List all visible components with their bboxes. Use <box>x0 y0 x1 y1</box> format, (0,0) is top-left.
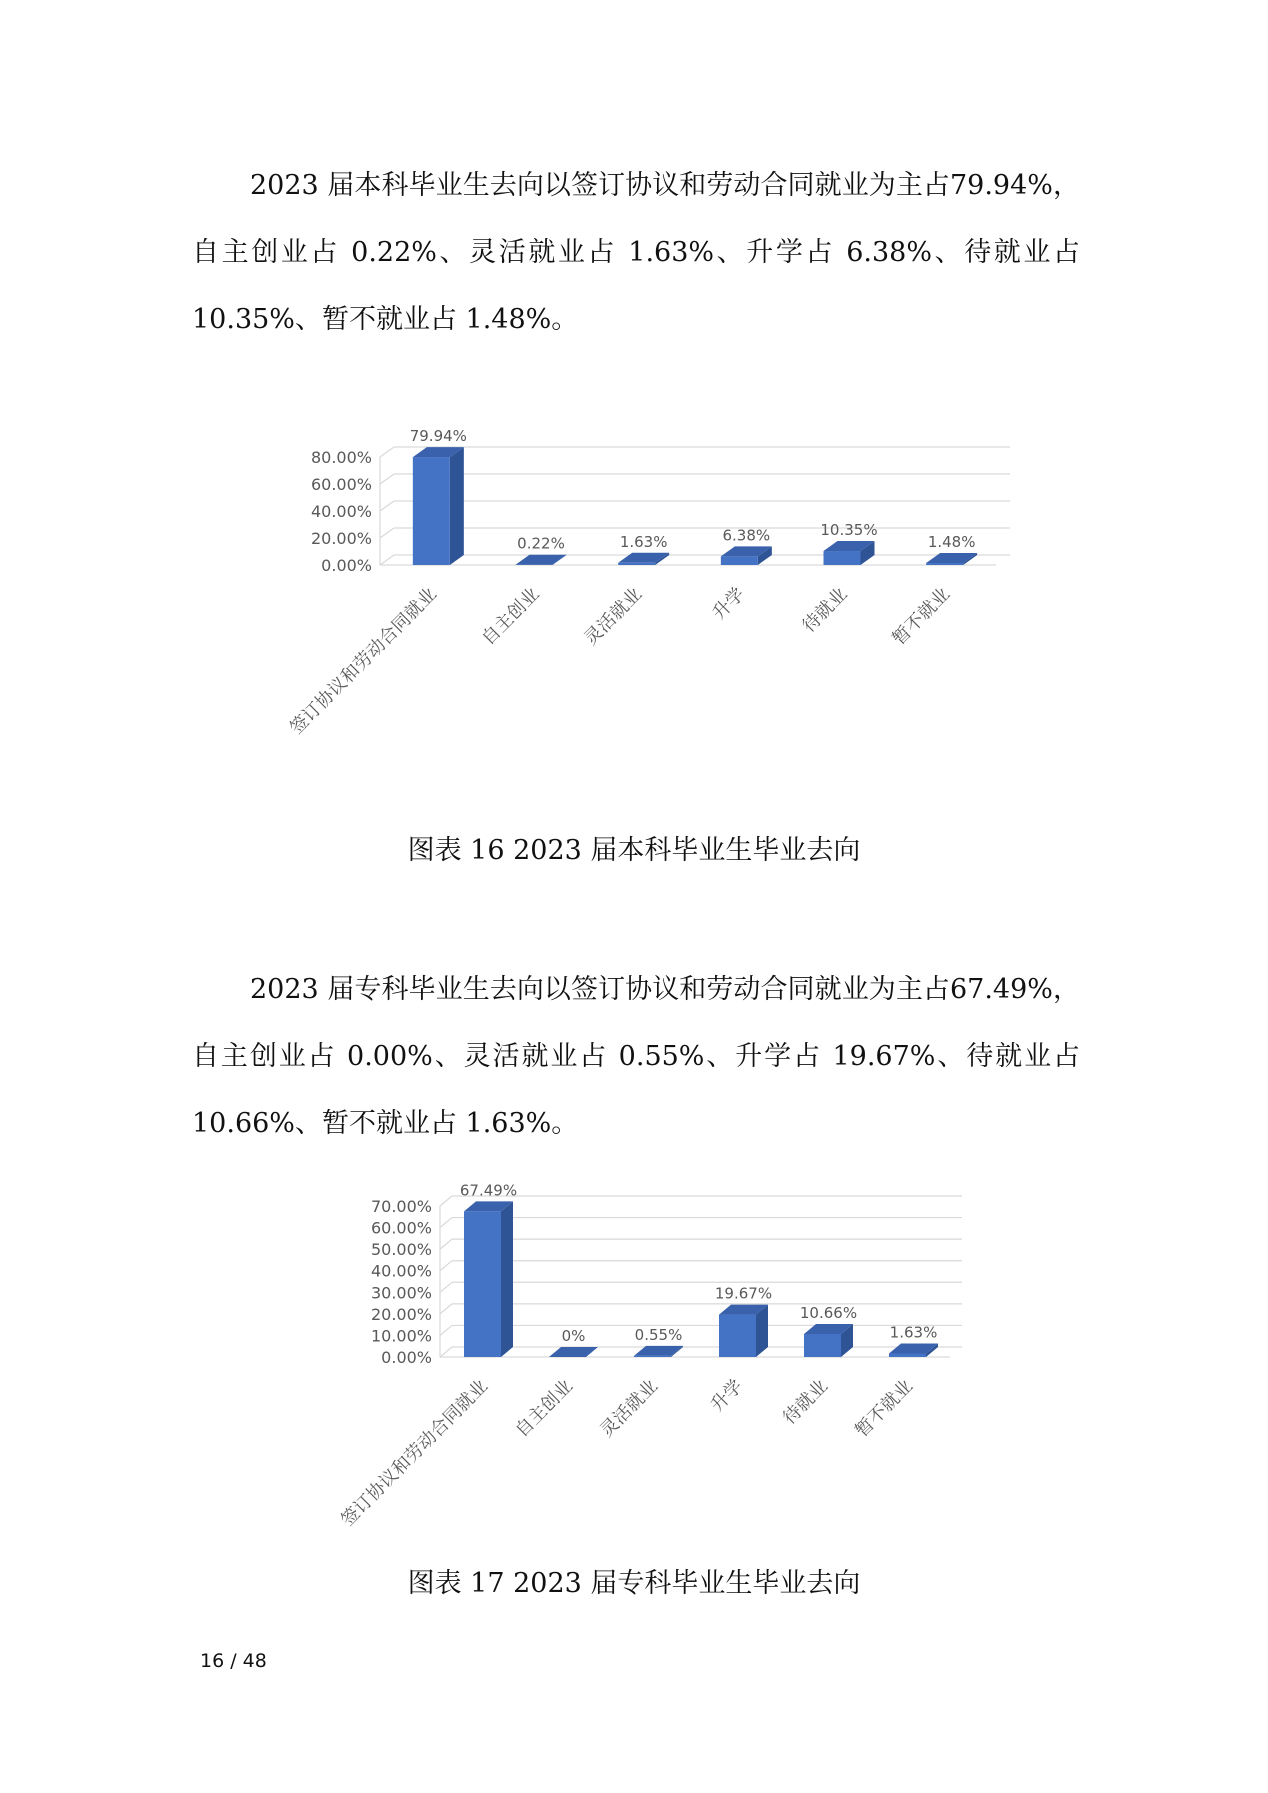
page-number: 16 / 48 <box>200 1650 267 1672</box>
chart1-data-label: 1.63% <box>619 532 668 551</box>
chart2-gridline-depth <box>440 1239 452 1249</box>
chart2-ytick-label: 20.00% <box>370 1304 432 1324</box>
chart2-data-label: 19.67% <box>714 1284 773 1303</box>
chart2-ytick-label: 10.00% <box>370 1326 432 1346</box>
chart2-bar-top <box>549 1347 598 1357</box>
chart2-gridline-depth <box>440 1325 452 1335</box>
chart2-ytick-label: 30.00% <box>370 1283 432 1303</box>
chart2-gridline-depth <box>440 1282 452 1292</box>
chart1-category-label: 灵活就业 <box>580 583 647 650</box>
chart2-data-label: 0.55% <box>634 1325 683 1344</box>
chart1-category-label: 自主创业 <box>477 583 544 650</box>
chart1-ytick-label: 80.00% <box>310 448 372 467</box>
chart2-bar <box>634 1356 671 1357</box>
chart2-bar-side <box>501 1201 513 1357</box>
chart1-ytick-label: 40.00% <box>310 502 372 521</box>
chart2-bar <box>464 1211 501 1357</box>
chart1-category-label: 升学 <box>708 583 749 624</box>
chart2-category-label: 灵活就业 <box>596 1375 663 1442</box>
chart1-data-label: 1.48% <box>927 533 976 552</box>
chart2-ytick-label: 0.00% <box>381 1348 432 1367</box>
chart1-category-label: 签订协议和劳动合同就业 <box>286 583 441 739</box>
chart2-gridline-depth <box>440 1347 452 1357</box>
chart2-plot <box>337 1181 962 1530</box>
chart2-ytick-label: 40.00% <box>370 1261 432 1281</box>
chart2-category-label: 自主创业 <box>511 1375 578 1442</box>
chart2-gridline-depth <box>440 1261 452 1271</box>
chart1-ytick-label: 60.00% <box>310 475 372 494</box>
chart2-category-label: 待就业 <box>779 1375 833 1429</box>
figure-caption-17: 图表 17 2023 届专科毕业生毕业去向 <box>407 1568 861 1599</box>
chart2-gridline-depth <box>440 1196 452 1206</box>
chart2-category-label: 签订协议和劳动合同就业 <box>337 1375 493 1531</box>
chart1-ytick-label: 0.00% <box>321 556 372 575</box>
chart2-ytick-label: 60.00% <box>370 1218 432 1238</box>
figure-caption-16: 图表 16 2023 届本科毕业生毕业去向 <box>407 835 861 866</box>
chart1-data-label: 0.22% <box>517 534 565 553</box>
paragraph-undergrad: 2023 届本科毕业生去向以签订协议和劳动合同就业为主占79.94%，自主创业占 0.22%、灵活就业占 1.63%、升学占 6.38%、待就业占 10.35%、暂不就业占 1.48%。 <box>192 170 1080 335</box>
chart2-data-label: 67.49% <box>459 1181 518 1200</box>
chart1-data-label: 10.35% <box>820 521 878 540</box>
chart2-bar <box>804 1334 841 1357</box>
chart2-data-label: 0% <box>561 1327 586 1345</box>
chart2-bar <box>719 1315 756 1357</box>
chart1-data-label: 6.38% <box>722 526 771 545</box>
chart2-category-label: 升学 <box>706 1375 748 1416</box>
chart1-category-label: 暂不就业 <box>888 583 955 650</box>
chart2-category-label: 暂不就业 <box>851 1375 918 1442</box>
chart2-gridline-depth <box>440 1304 452 1314</box>
chart2-ytick-label: 50.00% <box>370 1240 432 1260</box>
chart2-data-label: 10.66% <box>799 1304 858 1323</box>
chart2-bar <box>889 1353 926 1357</box>
chart2-data-label: 1.63% <box>889 1323 938 1342</box>
chart1-data-label: 79.94% <box>409 427 467 446</box>
chart2-ytick-label: 70.00% <box>370 1197 432 1216</box>
chart1-category-label: 待就业 <box>798 583 852 637</box>
chart1-ytick-label: 20.00% <box>310 529 372 548</box>
paragraph-associate: 2023 届专科毕业生去向以签订协议和劳动合同就业为主占67.49%，自主创业占 0.00%、灵活就业占 0.55%、升学占 19.67%、待就业占 10.66%、暂不就业占 1.63%。 <box>192 974 1080 1139</box>
chart2-gridline-depth <box>440 1218 452 1228</box>
